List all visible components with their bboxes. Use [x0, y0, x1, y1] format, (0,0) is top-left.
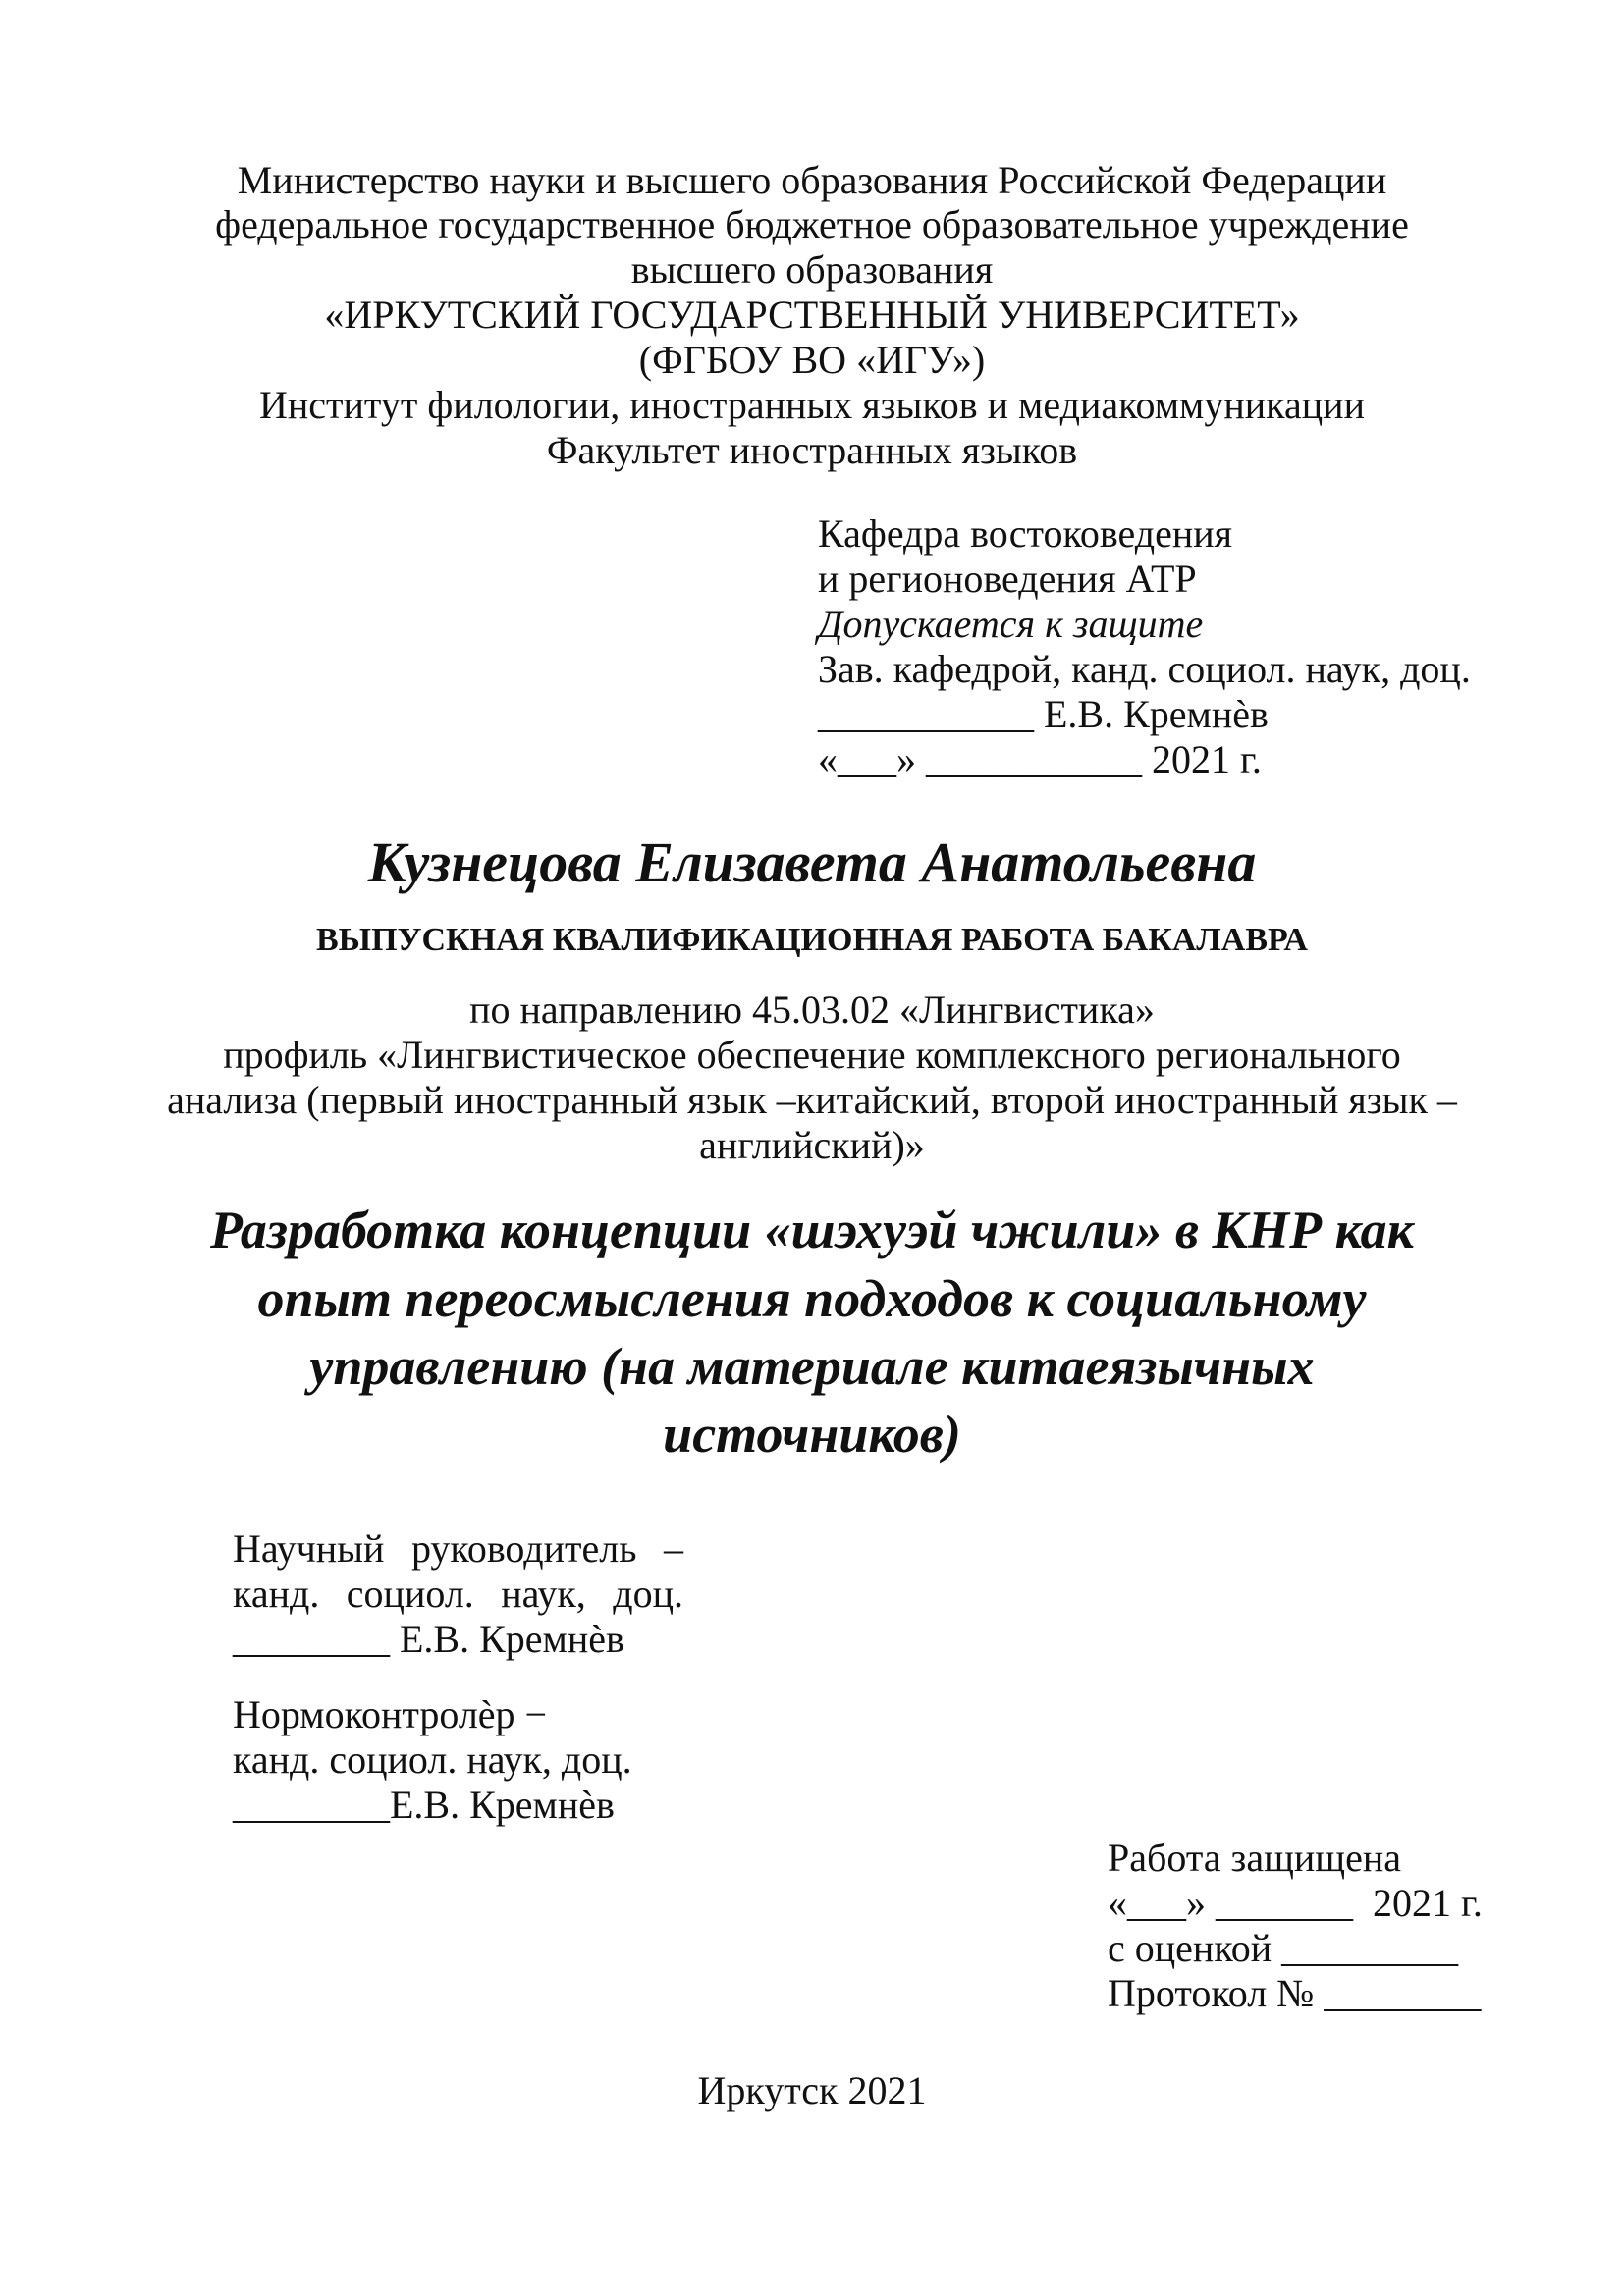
direction-line-3: анализа (первый иностранный язык –китайский, второй иностранный язык – — [167, 1078, 1457, 1122]
defense-grade: с оценкой _________ — [1108, 1926, 1459, 1970]
defense-date: «___» _______ 2021 г. — [1108, 1881, 1483, 1925]
supervisor-degree: канд. социол. наук, доц. — [233, 1572, 683, 1616]
department-head-title: Зав. кафедрой, канд. социол. наук, доц. — [818, 647, 1471, 691]
defense-status: Работа защищена — [1108, 1836, 1402, 1880]
department-head-signature: ___________ Е.В. Кремнѐв — [818, 692, 1269, 736]
norm-controller-degree: канд. социол. наук, доц. — [233, 1737, 632, 1782]
thesis-title-line-3: управлению (на материале китаеязычных — [309, 1337, 1315, 1396]
institution-type-line: федеральное государственное бюджетное образовательное учреждение — [215, 202, 1409, 246]
supervisor-role: Научный руководитель – — [233, 1526, 683, 1571]
city-year: Иркутск 2021 — [697, 2068, 927, 2112]
institute-name: Институт филологии, иностранных языков и медиакоммуникации — [259, 383, 1365, 427]
department-line-2: и регионоведения АТР — [818, 557, 1197, 601]
admitted-to-defense: Допускается к защите — [818, 602, 1204, 646]
work-type: ВЫПУСКНАЯ КВАЛИФИКАЦИОННАЯ РАБОТА БАКАЛАВРА — [316, 922, 1308, 958]
thesis-title-line-1: Разработка концепции «шэхуэй чжили» в КНР как — [209, 1201, 1415, 1259]
department-line-1: Кафедра востоковедения — [818, 511, 1233, 556]
thesis-title-line-2: опыт переосмысления подходов к социальному — [257, 1269, 1367, 1328]
direction-line-1: по направлению 45.03.02 «Лингвистика» — [469, 988, 1155, 1032]
norm-controller-signature: ________Е.В. Кремнѐв — [233, 1783, 615, 1827]
faculty-name: Факультет иностранных языков — [546, 428, 1078, 472]
direction-line-2: профиль «Лингвистическое обеспечение комплексного регионального — [223, 1033, 1401, 1077]
education-level-line: высшего образования — [630, 247, 994, 292]
norm-controller-role: Нормоконтролѐр − — [233, 1692, 548, 1736]
defense-protocol: Протокол № ________ — [1108, 1971, 1482, 2015]
university-name: «ИРКУТСКИЙ ГОСУДАРСТВЕННЫЙ УНИВЕРСИТЕТ» — [324, 293, 1300, 337]
direction-line-4: английский)» — [699, 1123, 925, 1167]
supervisor-signature: ________ Е.В. Кремнѐв — [233, 1617, 624, 1661]
university-abbreviation: (ФГБОУ ВО «ИГУ») — [638, 338, 986, 382]
author-name: Кузнецова Елизавета Анатольевна — [367, 830, 1257, 894]
thesis-title-line-4: источников) — [663, 1405, 961, 1464]
ministry-line: Министерство науки и высшего образования Российской Федерации — [237, 158, 1387, 202]
approval-date: «___» ___________ 2021 г. — [818, 737, 1262, 781]
